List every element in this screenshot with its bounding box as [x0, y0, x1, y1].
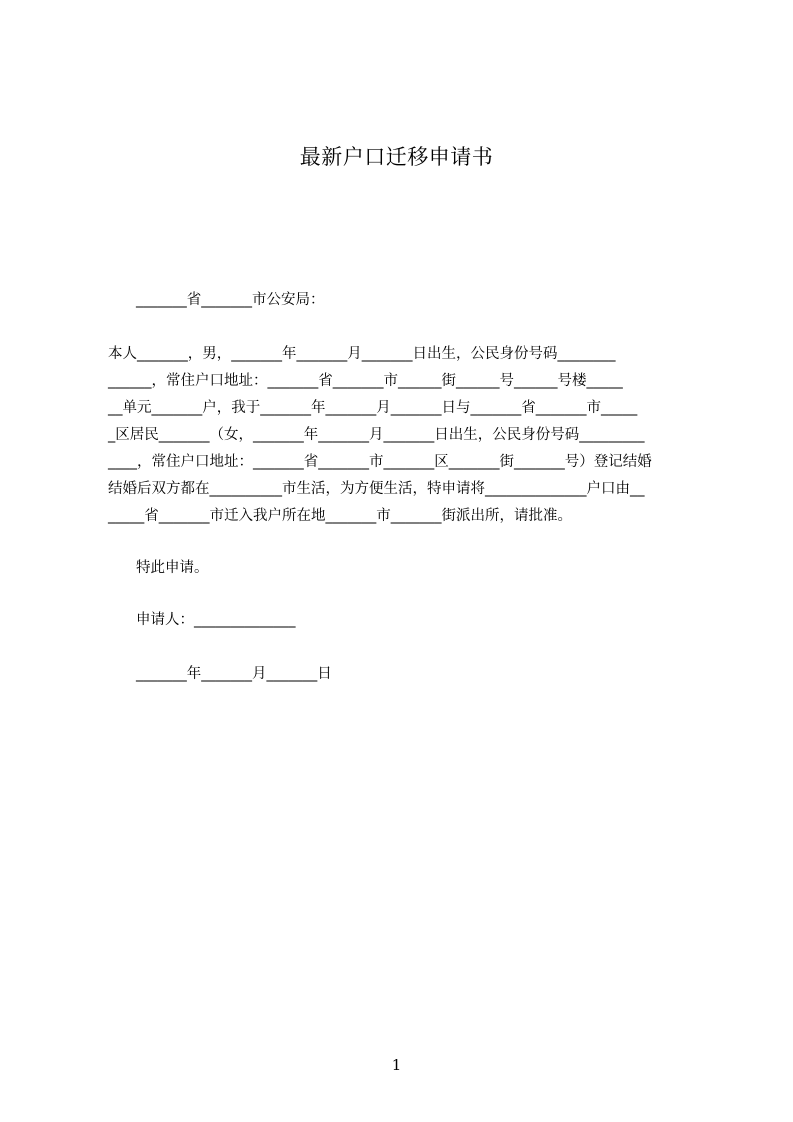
closing-line: 特此申请。 [136, 560, 209, 576]
body-line: 本人_______，男，_______年_______月_______日出生，公民身份号码________ [108, 346, 616, 362]
addressee-line: _______省_______市公安局： [136, 292, 325, 308]
body-line: ____，常住户口地址：_______省_______市_______区_______街_______号）登记结婚 [108, 454, 652, 470]
body-line: 结婚后双方都在__________市生活，为方便生活，特申请将______________户口由__ [108, 481, 645, 497]
applicant-signature-line: 申请人：______________ [136, 612, 296, 628]
page-number: 1 [391, 1056, 402, 1074]
body-line: _____省_______市迁入我户所在地_______市_______街派出所，请批准。 [108, 508, 572, 524]
body-line: __单元_______户，我于_______年_______月_______日与_______省_______市_____ [108, 400, 638, 416]
document-title: 最新户口迁移申请书 [299, 145, 494, 169]
date-line: _______年_______月_______日 [136, 666, 332, 682]
body-line: ______，常住户口地址：_______省_______市______街______号______号楼_____ [108, 373, 623, 389]
body-line: _区居民_______（女，_______年_______月_______日出生，公民身份号码_________ [108, 427, 645, 443]
